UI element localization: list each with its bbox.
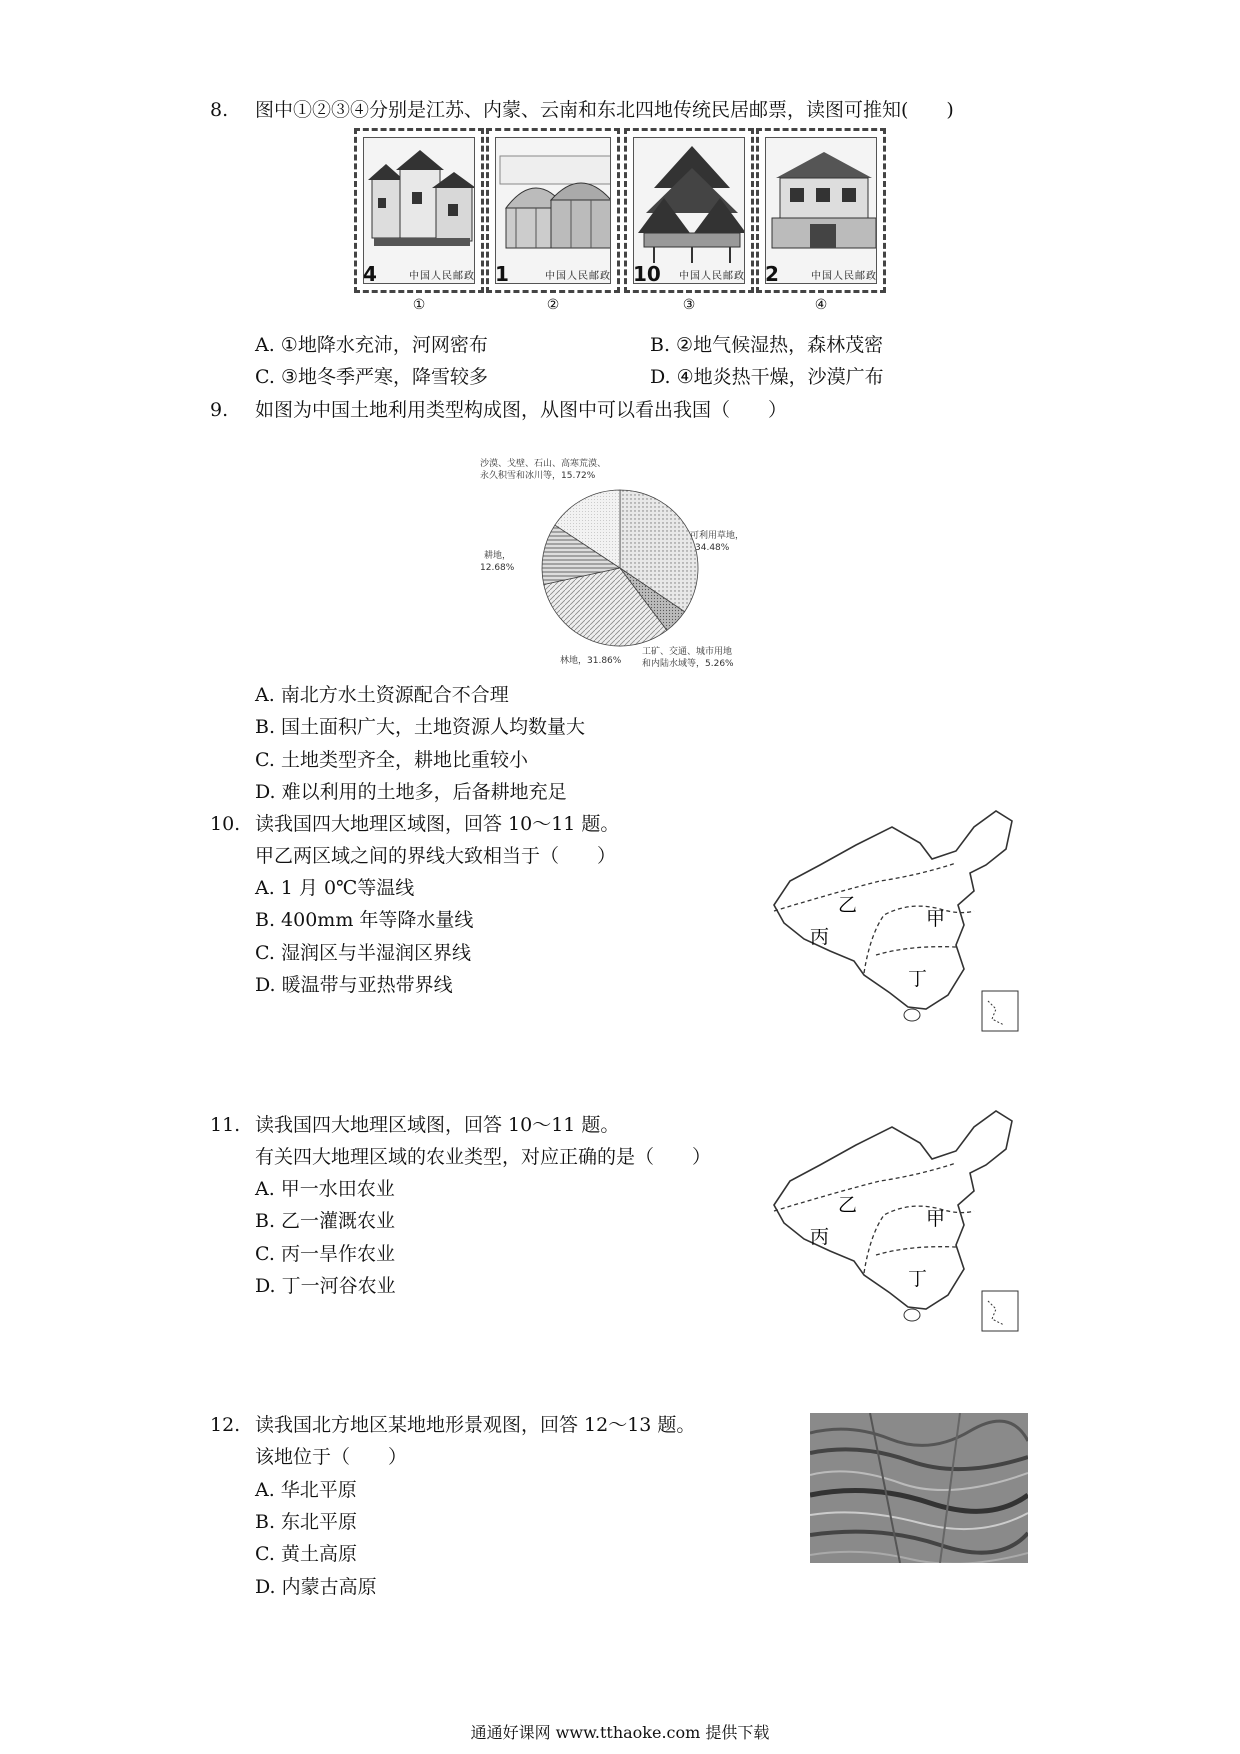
map-label-yi: 乙 bbox=[838, 894, 858, 916]
land-use-pie-chart bbox=[470, 450, 770, 680]
question-9-stem: 如图为中国土地利用类型构成图，从图中可以看出我国（ ） bbox=[255, 399, 788, 421]
question-11-stem-line2: 有关四大地理区域的农业类型，对应正确的是（ ） bbox=[255, 1146, 712, 1168]
stamp-neimeng-value: 1 bbox=[495, 262, 509, 286]
question-12-option-d: D. 内蒙古高原 bbox=[255, 1576, 377, 1598]
map-label-bing: 丙 bbox=[810, 926, 830, 948]
stamp-jiangsu bbox=[354, 128, 484, 293]
stamp-neimeng-art bbox=[495, 137, 611, 284]
question-8-option-a: A. ①地降水充沛，河网密布 bbox=[255, 334, 488, 356]
question-8-option-c: C. ③地冬季严寒，降雪较多 bbox=[255, 366, 488, 388]
map-label-ding: 丁 bbox=[908, 968, 928, 990]
question-10-stem-line2: 甲乙两区域之间的界线大致相当于（ ） bbox=[255, 845, 617, 867]
question-10-option-c: C. 湿润区与半湿润区界线 bbox=[255, 942, 471, 964]
stamp-label-3: ③ bbox=[682, 297, 696, 313]
stamp-label-4: ④ bbox=[814, 297, 828, 313]
jiangsu-house-illustration bbox=[364, 138, 475, 284]
question-11-option-a: A. 甲一水田农业 bbox=[255, 1178, 395, 1200]
northeast-house-illustration bbox=[766, 138, 877, 284]
stamp-dongbei-caption: 中国人民邮政 bbox=[811, 271, 877, 282]
china-regions-map-q11 bbox=[760, 1105, 1030, 1335]
question-11-option-b: B. 乙一灌溉农业 bbox=[255, 1210, 396, 1232]
question-8-option-d: D. ④地炎热干燥，沙漠广布 bbox=[650, 366, 884, 388]
question-12-stem-line1: 读我国北方地区某地地形景观图，回答 12～13 题。 bbox=[255, 1414, 696, 1436]
map-label-jia: 甲 bbox=[926, 1208, 946, 1230]
pie-label-farmland-line2: 12.68% bbox=[480, 563, 515, 573]
question-12-option-c: C. 黄土高原 bbox=[255, 1543, 357, 1565]
yurt-illustration bbox=[496, 138, 611, 284]
stamp-jiangsu-value: 4 bbox=[363, 262, 377, 286]
pie-label-farmland-line1: 耕地， bbox=[484, 551, 512, 561]
question-9-option-c: C. 土地类型齐全，耕地比重较小 bbox=[255, 749, 528, 771]
stamp-jiangsu-art bbox=[363, 137, 475, 284]
question-12-number: 12. bbox=[210, 1414, 241, 1436]
question-12-stem-line2: 该地位于（ ） bbox=[255, 1446, 408, 1468]
map-label-yi: 乙 bbox=[838, 1194, 858, 1216]
question-12-option-a: A. 华北平原 bbox=[255, 1479, 357, 1501]
question-9-option-b: B. 国土面积广大，土地资源人均数量大 bbox=[255, 716, 586, 738]
question-10-stem-line1: 读我国四大地理区域图，回答 10～11 题。 bbox=[255, 813, 620, 835]
pie-label-urban-line1: 工矿、交通、城市用地 bbox=[642, 647, 733, 657]
question-8-number: 8. bbox=[210, 99, 229, 121]
question-9-number: 9. bbox=[210, 399, 229, 421]
map-label-ding: 丁 bbox=[908, 1268, 928, 1290]
loess-terrain-photo bbox=[810, 1413, 1028, 1563]
stamp-yunnan-caption: 中国人民邮政 bbox=[679, 271, 745, 282]
stamp-label-1: ① bbox=[412, 297, 426, 313]
map-label-bing: 丙 bbox=[810, 1226, 830, 1248]
pie-label-desert-line1: 沙漠、戈壁、石山、高寒荒漠、 bbox=[480, 459, 607, 469]
pie-label-grassland-line2: 34.48% bbox=[695, 543, 730, 553]
question-10-option-d: D. 暖温带与亚热带界线 bbox=[255, 974, 453, 996]
question-11-option-d: D. 丁一河谷农业 bbox=[255, 1275, 396, 1297]
question-11-number: 11. bbox=[210, 1114, 241, 1136]
question-8-option-b: B. ②地气候湿热，森林茂密 bbox=[650, 334, 884, 356]
question-11-option-c: C. 丙一旱作农业 bbox=[255, 1243, 395, 1265]
map-label-jia: 甲 bbox=[926, 908, 946, 930]
stamp-yunnan bbox=[624, 128, 754, 293]
stamp-label-2: ② bbox=[546, 297, 560, 313]
question-10-number: 10. bbox=[210, 813, 241, 835]
stamp-dongbei bbox=[756, 128, 886, 293]
pie-label-urban-line2: 和内陆水域等，5.26% bbox=[642, 659, 734, 669]
stamp-neimeng-caption: 中国人民邮政 bbox=[545, 271, 611, 282]
stamp-jiangsu-caption: 中国人民邮政 bbox=[409, 271, 475, 282]
question-10-option-a: A. 1 月 0℃等温线 bbox=[255, 877, 415, 899]
pie-label-desert-line2: 永久积雪和冰川等，15.72% bbox=[480, 471, 596, 481]
question-12-option-b: B. 东北平原 bbox=[255, 1511, 358, 1533]
loess-terrain-illustration bbox=[810, 1413, 1028, 1563]
stamp-neimeng bbox=[486, 128, 620, 293]
pie-slices bbox=[542, 490, 698, 646]
pie-label-forest: 林地，31.86% bbox=[560, 656, 622, 666]
stamp-yunnan-value: 10 bbox=[633, 262, 661, 286]
question-10-option-b: B. 400mm 年等降水量线 bbox=[255, 909, 474, 931]
pie-label-grassland-line1: 可利用草地， bbox=[690, 531, 745, 541]
question-9-option-d: D. 难以利用的土地多，后备耕地充足 bbox=[255, 781, 567, 803]
question-11-stem-line1: 读我国四大地理区域图，回答 10～11 题。 bbox=[255, 1114, 620, 1136]
china-regions-map-q10 bbox=[760, 805, 1030, 1035]
page-footer: 通通好课网 www.tthaoke.com 提供下载 bbox=[470, 1723, 770, 1742]
stamp-dongbei-art bbox=[765, 137, 877, 284]
stamp-dongbei-value: 2 bbox=[765, 262, 779, 286]
question-9-option-a: A. 南北方水土资源配合不合理 bbox=[255, 684, 509, 706]
question-8-stem: 图中①②③④分别是江苏、内蒙、云南和东北四地传统民居邮票，读图可推知( ) bbox=[255, 99, 954, 121]
